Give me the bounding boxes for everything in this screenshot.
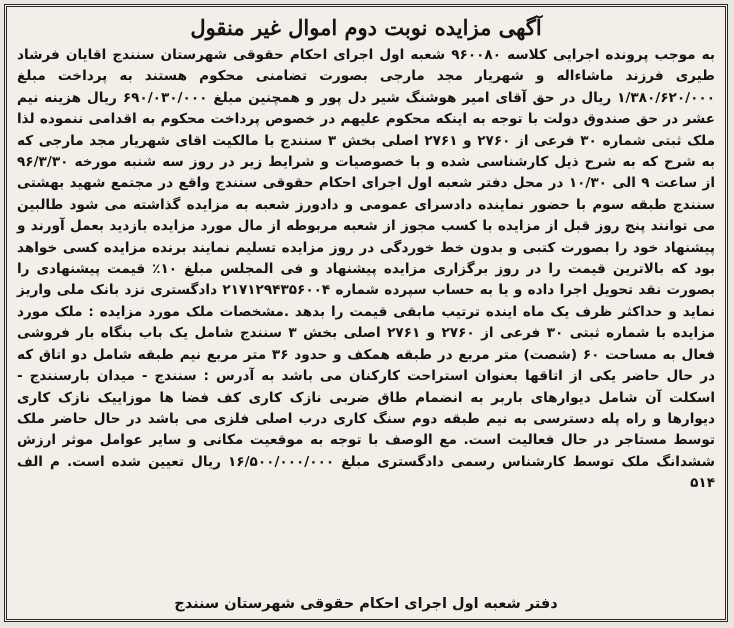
legal-notice [4, 4, 728, 622]
notice-title: آگهی مزایده نوبت دوم اموال غیر منقول [190, 15, 542, 40]
notice-body [17, 45, 715, 495]
notice-footer: دفتر شعبه اول اجرای احکام حقوقی شهرستان سنندج [174, 596, 558, 612]
notice-paragraph: به موجب پرونده اجرایی کلاسه ۹۶۰۰۸۰ شعبه اول اجرای احکام حقوقی شهرستان سنندج اقایان فرشاد طیری فرزند ماشاءاله و شهریار مجد مارجی بصورت تضامنی محکوم هستند به پرداخت مبلغ ۱/۳۸۰/۶۲۰/۰۰۰ ریال در حق آقای امیر هوشنگ شیر دل پور و همچنین مبلغ ۶۹۰/۰۳۰/۰۰۰ ریال هزینه نیم عشر در حق صندوق دولت با توجه به اینکه محکوم علیهم در خصوص پرداخت محکوم به اقدامی ننموده لذا ملک ثبتی شماره ۳۰ فرعی از ۲۷۶۰ و ۲۷۶۱ اصلی بخش ۳ سنندج با مالکیت اقای شهریار مجد مارجی که به شرح که به شرح ذیل کارشناسی شده و با خصوصیات و شرایط زیر در روز سه شنبه مورخه ۹۶/۳/۳۰ از ساعت ۹ الی ۱۰/۳۰ در محل دفتر شعبه اول اجرای احکام حقوقی سنندج واقع در مجتمع شهید بهشتی سنندج طبقه سوم با حضور نماینده دادسرای عمومی و دادورز شعبه به مزایده گذاشته می شود طالبین می توانند پنج روز قبل از مزایده با کسب مجوز از شعبه مربوطه از مال مورد مزایده بازدید بعمل آورند و پیشنهاد خود را بصورت کتبی و بدون خط خوردگی در روز مزایده تسلیم نمایند برنده مزایده کسی خواهد بود که بالاترین قیمت را در روز برگزاری مزایده پیشنهاد و فی المجلس مبلغ ۱۰٪ قیمت پیشنهادی را بصورت نقد تحویل اجرا داده و یا به حساب سپرده شماره ۲۱۷۱۲۹۴۳۵۶۰۰۴ دادگستری نزد بانک ملی واریز نماید و حداکثر ظرف یک ماه اینده ترتیب مابقی قیمت را بدهد .مشخصات ملک مورد مزایده : ملک مورد مزایده با شماره ثبتی ۳۰ فرعی از ۲۷۶۰ و ۲۷۶۱ اصلی بخش ۳ سنندج شامل یک باب بنگاه بار فروشی فعال به مساحت ۶۰ (شصت) متر مربع در طبقه همکف و حدود ۳۶ متر مربع نیم طبقه شامل دو اتاق که در حال حاضر یکی از اتاقها بعنوان استراحت کارکنان می باشد به آدرس : سنندج - میدان بارسنندج - اسکلت آن شامل دیوارهای باربر به انضمام طاق ضربی نازک کاری کف فضا ها موزاییک نازک کاری دیوارها و راه پله دسترسی به نیم طبقه دوم سنگ کاری درب اصلی فلزی می باشد در حال حاضر ملک توسط مستاجر در حال فعالیت است. مع الوصف با توجه به موقعیت مکانی و سایر عوامل موثر ارزش ششدانگ ملک توسط کارشناس رسمی دادگستری مبلغ ۱۶/۵۰۰/۰۰۰/۰۰۰ ریال تعیین شده است. م الف ۵۱۴ [17, 47, 716, 492]
